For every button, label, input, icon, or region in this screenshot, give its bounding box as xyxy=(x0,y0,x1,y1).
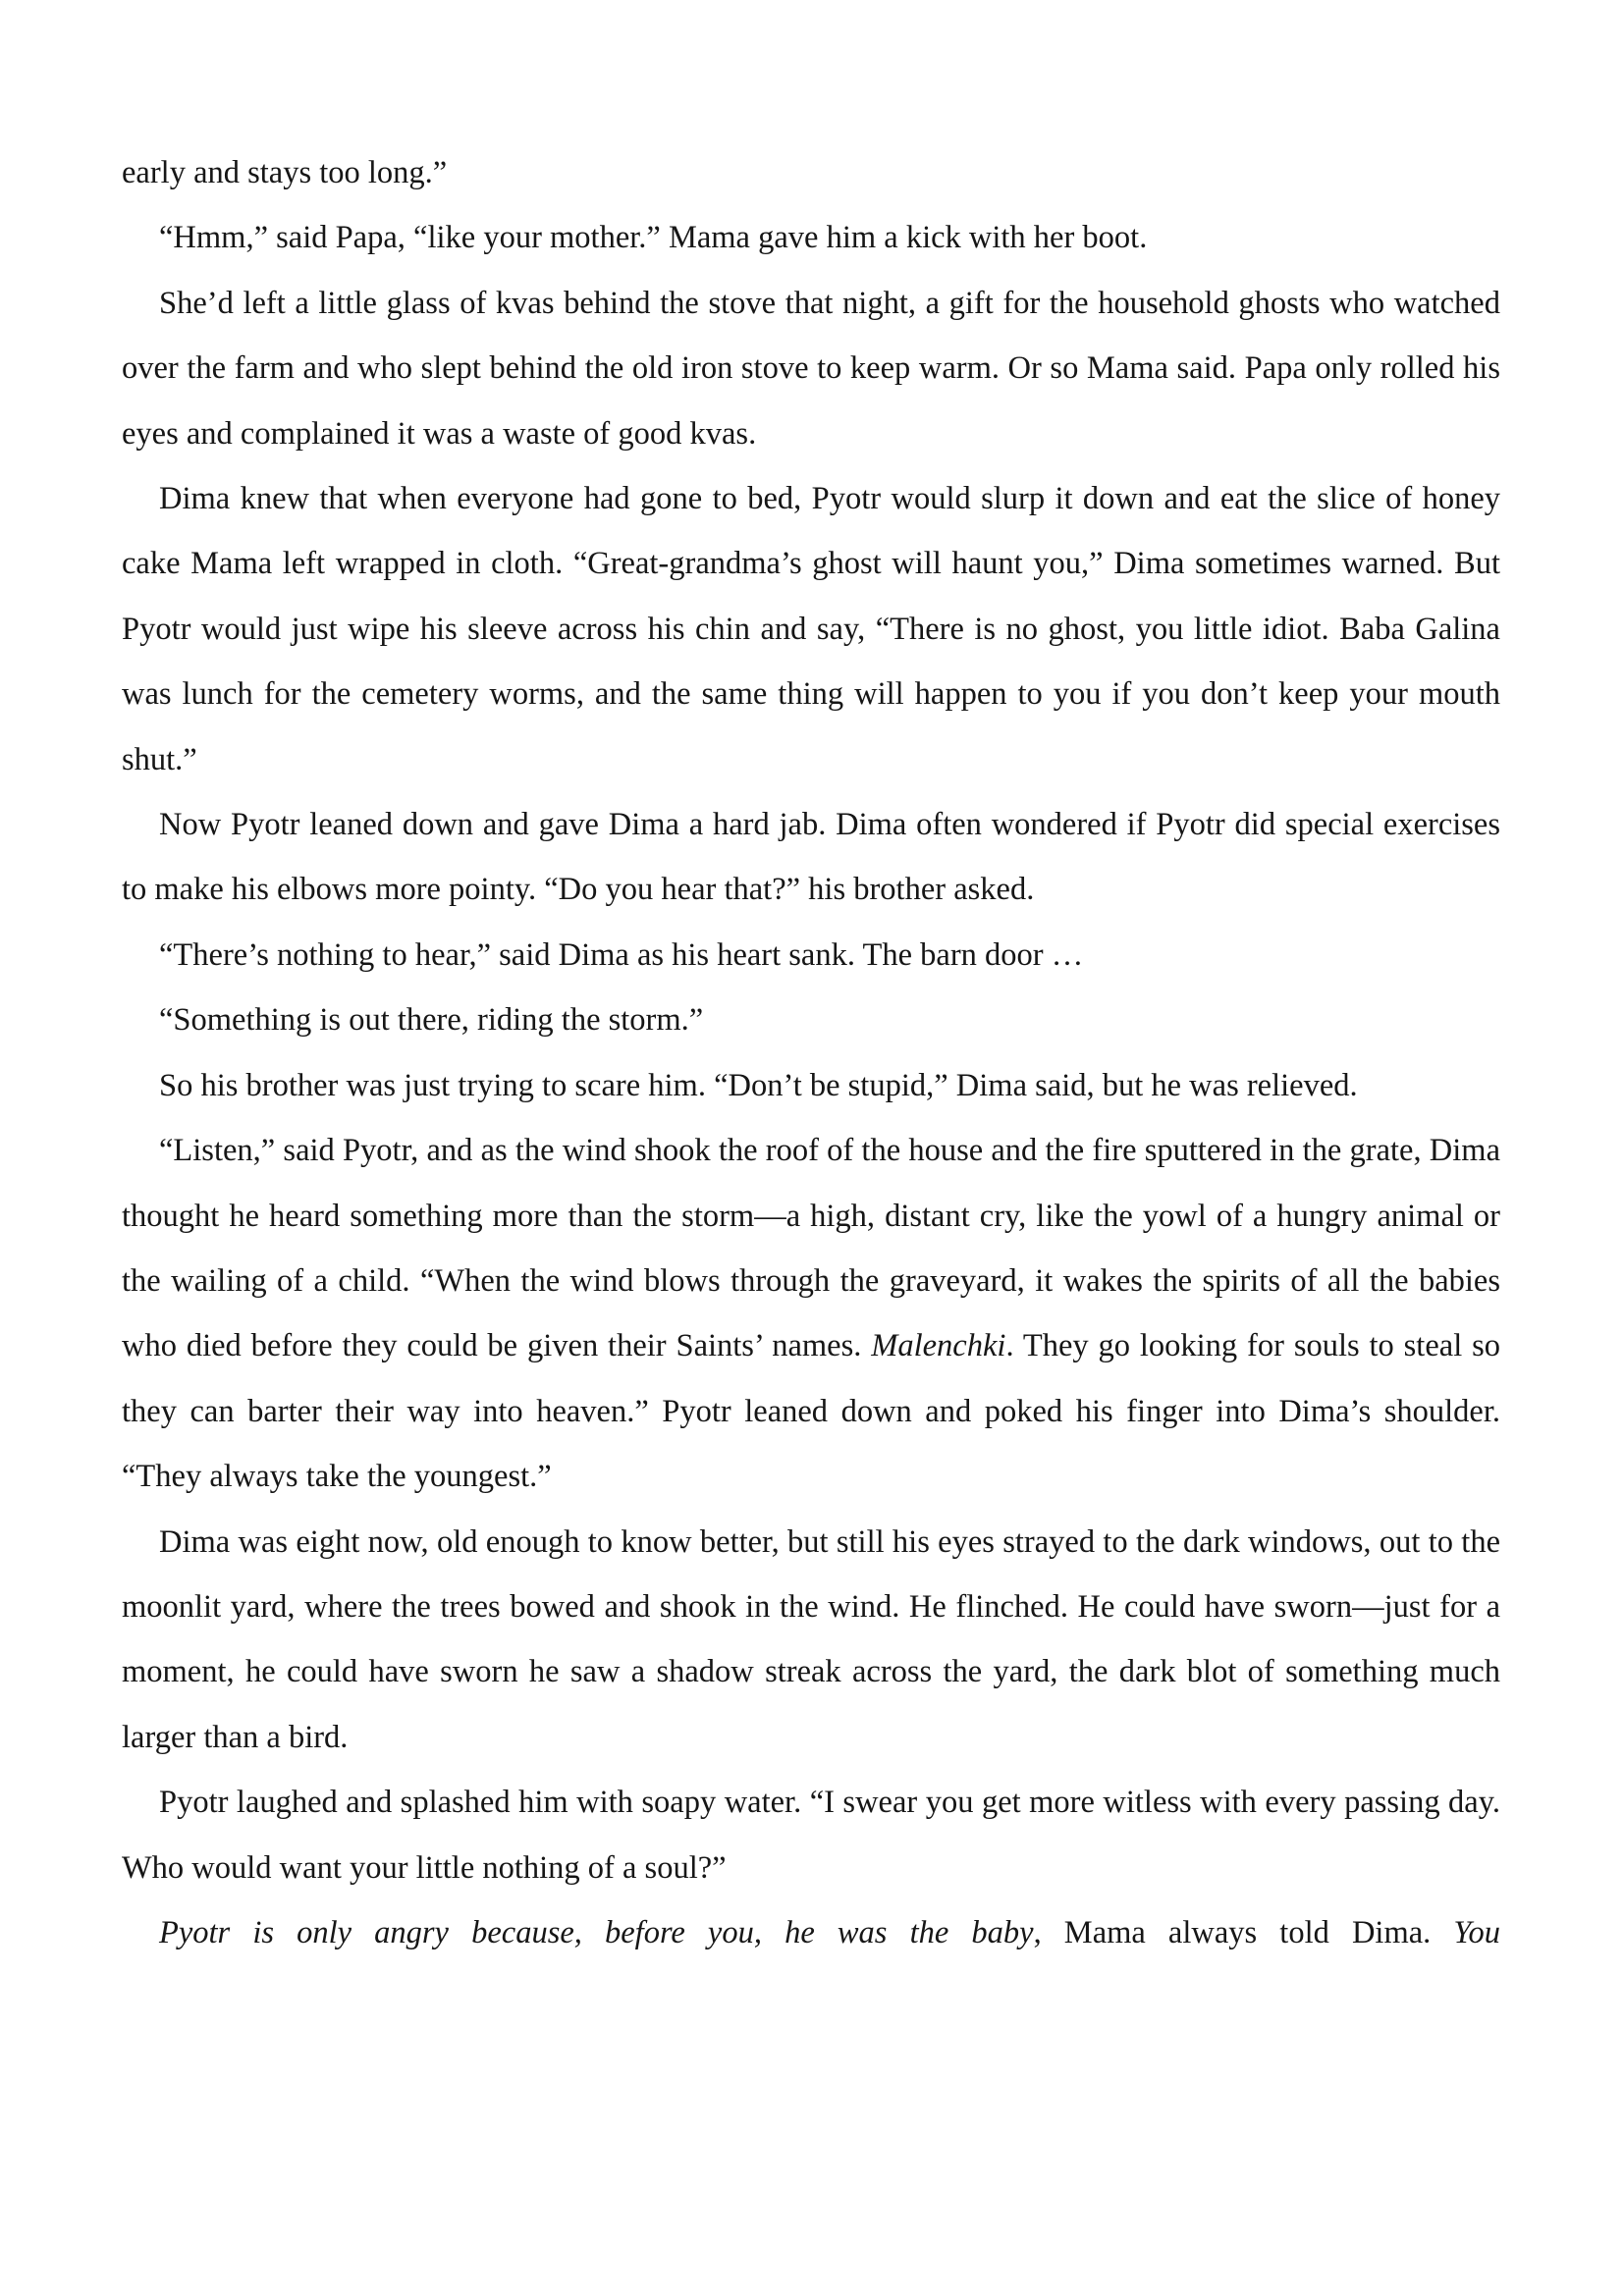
text-segment: Dima knew that when everyone had gone to bed, Pyotr would slurp it down and eat the slice of honey cake Mama left wrapped in cloth. “Great-grandma’s ghost will haunt you,” Dima sometimes warned. But Pyotr would just wipe his sleeve across his chin and say, “There is no ghost, you little idiot. Baba Galina was lunch for the cemetery worms, and the same thing will happen to you if you don’t keep your mouth shut.” xyxy=(122,481,1500,777)
italic-text-segment: You xyxy=(1453,1914,1500,1950)
paragraph xyxy=(122,792,1500,923)
paragraph xyxy=(122,1900,1500,1965)
text-segment: “Something is out there, riding the storm.” xyxy=(159,1002,704,1039)
text-segment: Dima was eight now, old enough to know better, but still his eyes strayed to the dark windows, out to the moonlit yard, where the trees bowed and shook in the wind. He flinched. He could have sworn—just for a moment, he could have sworn he saw a shadow streak across the yard, the dark blot of something much larger than a bird. xyxy=(122,1523,1500,1755)
paragraph xyxy=(122,1770,1500,1900)
paragraph xyxy=(122,466,1500,792)
text-segment: early and stays too long.” xyxy=(122,155,448,190)
italic-text-segment: Malenchki xyxy=(871,1328,1006,1364)
paragraph xyxy=(122,988,1500,1052)
paragraph xyxy=(122,271,1500,466)
text-segment: “Listen,” said Pyotr, and as the wind shook the roof of the house and the fire sputtered in the grate, Dima thought he heard something more than the storm—a high, distant cry, like the yowl of a hungry animal or the wailing of a child. “When the wind blows through the graveyard, it wakes the spirits of all the babies who died before they could be given their Saints’ names. xyxy=(122,1133,1500,1364)
text-segment: Pyotr laughed and splashed him with soapy water. “I swear you get more witless with every passing day. Who would want your little nothing of a soul?” xyxy=(122,1785,1500,1886)
text-segment: She’d left a little glass of kvas behind the stove that night, a gift for the household ghosts who watched over the farm and who slept behind the old iron stove to keep warm. Or so Mama said. Papa only rolled his eyes and complained it was a waste of good kvas. xyxy=(122,285,1500,452)
text-segment: . They go looking for souls to steal so they can barter their way into heaven.” Pyotr leaned down and poked his finger into Dima’s shoulder. “They always take the youngest.” xyxy=(122,1328,1500,1495)
paragraph xyxy=(122,1118,1500,1509)
text-segment: , Mama always told Dima. xyxy=(1033,1914,1454,1950)
page-body-text xyxy=(122,140,1500,1965)
text-segment: Now Pyotr leaned down and gave Dima a hard jab. Dima often wondered if Pyotr did special exercises to make his elbows more pointy. “Do you hear that?” his brother asked. xyxy=(122,807,1500,908)
text-segment: “There’s nothing to hear,” said Dima as his heart sank. The barn door … xyxy=(159,936,1084,973)
paragraph xyxy=(122,1510,1500,1771)
paragraph xyxy=(122,1053,1500,1118)
paragraph xyxy=(122,205,1500,270)
italic-text-segment: Pyotr is only angry because, before you, he was the baby xyxy=(159,1914,1034,1950)
paragraph xyxy=(122,923,1500,988)
text-segment: So his brother was just trying to scare him. “Don’t be stupid,” Dima said, but he was relieved. xyxy=(159,1067,1358,1103)
paragraph xyxy=(122,140,1500,205)
text-segment: “Hmm,” said Papa, “like your mother.” Mama gave him a kick with her boot. xyxy=(159,220,1148,256)
